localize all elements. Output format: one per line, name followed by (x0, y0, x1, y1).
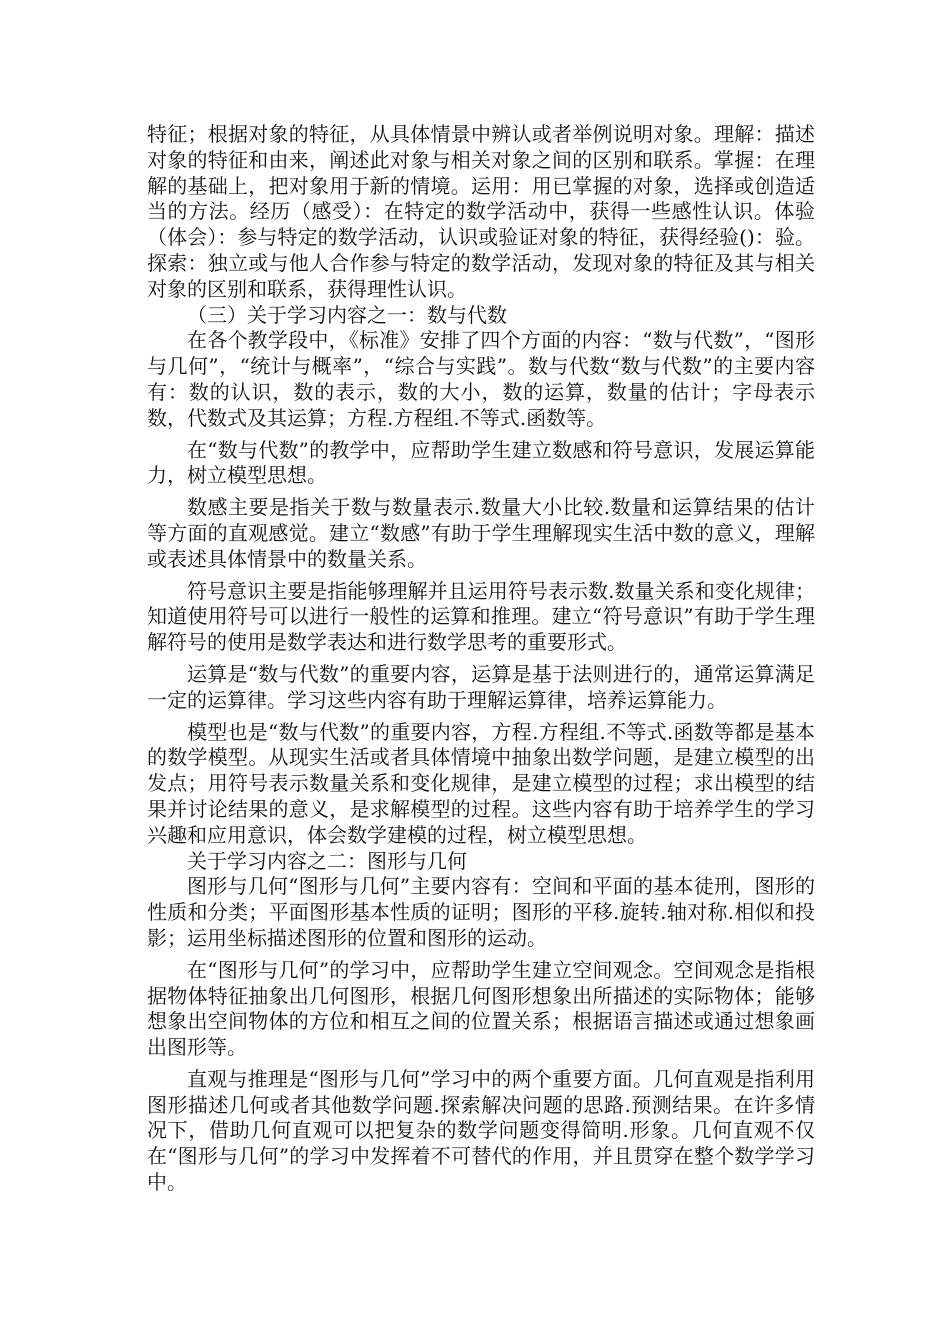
document-body (147, 122, 815, 1196)
paragraph-operation: 运算是“数与代数”的重要内容，运算是基于法则进行的，通常运算满足一定的运算律。学习这些内容有助于理解运算律，培养运算能力。 (147, 661, 815, 712)
paragraph-intuition-reasoning: 直观与推理是“图形与几何”学习中的两个重要方面。几何直观是指利用图形描述几何或者其他数学问题.探索解决问题的思路.预测结果。在许多情况下，借助几何直观可以把复杂的数学问题变得简明.形象。几何直观不仅在“图形与几何”的学习中发挥着不可替代的作用，并且贯穿在整个数学学习中。 (147, 1066, 815, 1195)
paragraph-spatial-concept: 在“图形与几何”的学习中，应帮助学生建立空间观念。空间观念是指根据物体特征抽象出几何图形，根据几何图形想象出所描述的实际物体；能够想象出空间物体的方位和相互之间的位置关系；根据语言描述或通过想象画出图形等。 (147, 957, 815, 1060)
paragraph-number-sense: 数感主要是指关于数与数量表示.数量大小比较.数量和运算结果的估计等方面的直观感觉。建立“数感”有助于学生理解现实生活中数的意义，理解或表述具体情景中的数量关系。 (147, 495, 815, 571)
paragraph-symbol-sense: 符号意识主要是指能够理解并且运用符号表示数.数量关系和变化规律；知道使用符号可以进行一般性的运算和推理。建立“符号意识”有助于学生理解符号的使用是数学表达和进行数学思考的重要形式。 (147, 578, 815, 655)
paragraph-learning-terms: 特征；根据对象的特征，从具体情景中辨认或者举例说明对象。理解：描述对象的特征和由来，阐述此对象与相关对象之间的区别和联系。掌握：在理解的基础上，把对象用于新的情境。运用：用已掌握的对象，选择或创造适当的方法。经历（感受）：在特定的数学活动中，获得一些感性认识。体验（体会）：参与特定的数学活动，认识或验证对象的特征，获得经验()：验。探索：独立或与他人合作参与特定的数学活动，发现对象的特征及其与相关对象的区别和联系，获得理性认识。 (147, 122, 815, 301)
heading-geometry: 关于学习内容之二：图形与几何 (187, 848, 467, 873)
paragraph-number-algebra-content: 在各个教学段中，《标准》安排了四个方面的内容：“数与代数”，“图形与几何”，“统计与概率”，“综合与实践”。数与代数“数与代数”的主要内容有：数的认识，数的表示，数的大小，数的运算，数量的估计；字母表示数，代数式及其运算；方程.方程组.不等式.函数等。 (147, 328, 815, 430)
paragraph-number-algebra-teaching: 在“数与代数”的教学中，应帮助学生建立数感和符号意识，发展运算能力，树立模型思想。 (147, 437, 815, 488)
paragraph-model: 模型也是“数与代数”的重要内容，方程.方程组.不等式.函数等都是基本的数学模型。从现实生活或者具体情境中抽象出数学问题，是建立模型的出发点；用符号表示数量关系和变化规律，是建立模型的过程；求出模型的结果并讨论结果的意义，是求解模型的过程。这些内容有助于培养学生的学习兴趣和应用意识，体会数学建模的过程，树立模型思想。 (147, 719, 815, 847)
heading-number-algebra: （三）关于学习内容之一：数与代数 (187, 302, 507, 327)
paragraph-geometry-content: 图形与几何“图形与几何”主要内容有：空间和平面的基本徒刑，图形的性质和分类；平面图形基本性质的证明；图形的平移.旋转.轴对称.相似和投影；运用坐标描述图形的位置和图形的运动。 (147, 874, 815, 950)
